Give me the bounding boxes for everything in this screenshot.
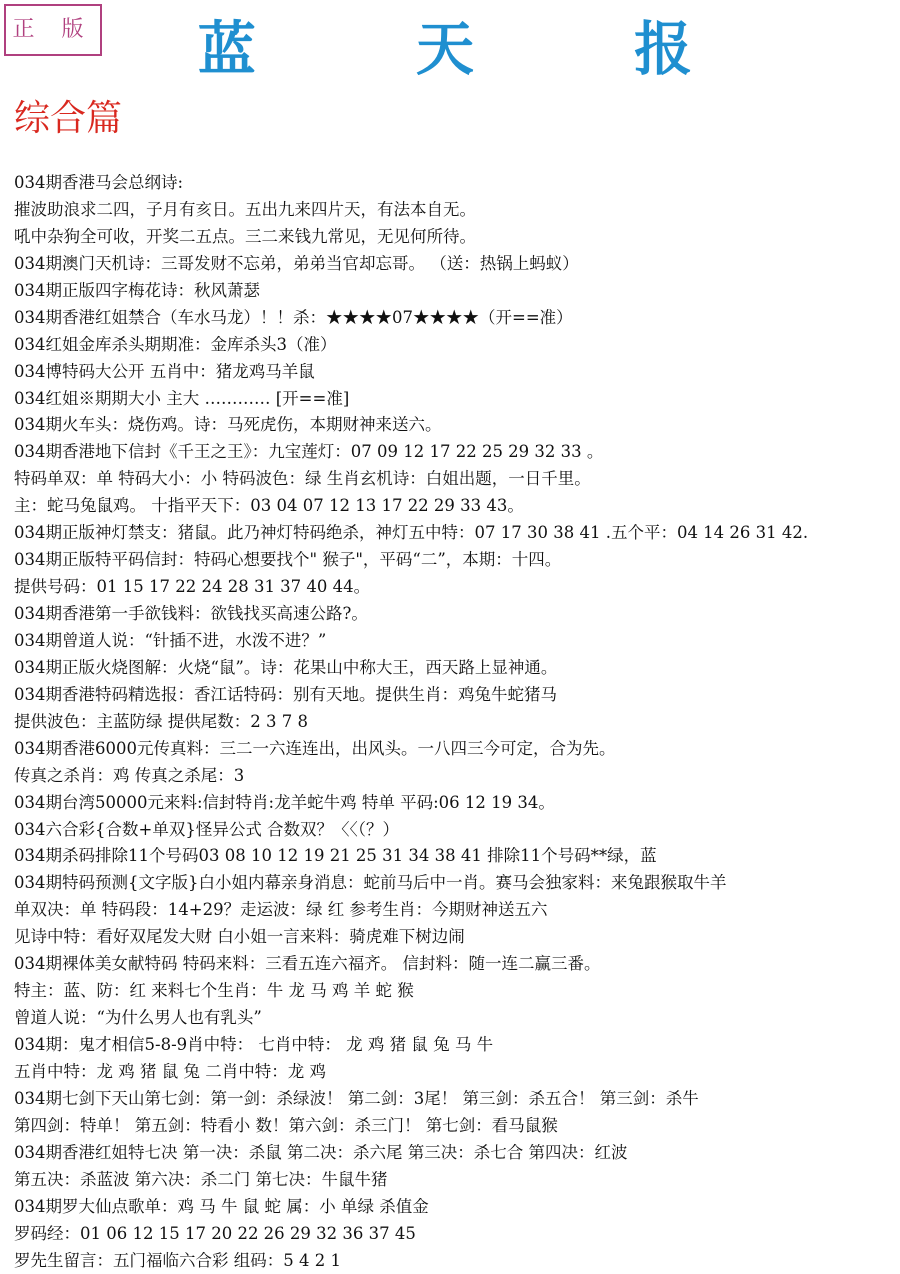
text-line: 传真之杀肖：鸡 传真之杀尾：3 [14,763,898,790]
text-line: 034期香港红姐禁合（车水马龙）！！杀：★★★★07★★★★（开==准） [14,305,898,332]
content-body [14,170,898,1274]
text-line: 034期正版火烧图解：火烧“鼠”。诗：花果山中称大王，西天路上显神通。 [14,655,898,682]
text-line: 罗先生留言：五门福临六合彩 组码：5 4 2 1 [14,1248,898,1274]
text-line: 034期：鬼才相信5-8-9肖中特： 七肖中特： 龙 鸡 猪 鼠 兔 马 牛 [14,1032,898,1059]
text-line: 见诗中特：看好双尾发大财 白小姐一言来料：骑虎难下树边闹 [14,924,898,951]
text-line: 034期正版神灯禁支：猪鼠。此乃神灯特码绝杀，神灯五中特：07 17 30 38 41 .五个平：04 14 26 31 42. [14,520,898,547]
text-line: 034期杀码排除11个号码03 08 10 12 19 21 25 31 34 38 41 排除11个号码**绿，蓝 [14,843,898,870]
text-line: 提供号码：01 15 17 22 24 28 31 37 40 44。 [14,574,898,601]
section-heading: 综合篇 [14,96,122,142]
text-line: 五肖中特：龙 鸡 猪 鼠 兔 二肖中特：龙 鸡 [14,1059,898,1086]
text-line: 吼中杂狗全可收，开奖二五点。三二来钱九常见，无见何所待。 [14,224,898,251]
newspaper-title: 蓝 天 报 [0,14,900,84]
text-line: 主：蛇马兔鼠鸡。 十指平天下：03 04 07 12 13 17 22 29 33 43。 [14,493,898,520]
text-line: 034期罗大仙点歌单：鸡 马 牛 鼠 蛇 属：小 单绿 杀值金 [14,1194,898,1221]
text-line: 034期香港第一手欲钱料：欲钱找买高速公路?。 [14,601,898,628]
text-line: 单双决：单 特码段：14+29？走运波：绿 红 参考生肖：今期财神送五六 [14,897,898,924]
text-line: 034期特码预测{文字版}白小姐内幕亲身消息：蛇前马后中一肖。赛马会独家料：来兔跟猴取牛羊 [14,870,898,897]
text-line: 034六合彩{合数+单双}怪异公式 合数双？〈〈（？） [14,817,898,844]
text-line: 曾道人说：“为什么男人也有乳头” [14,1005,898,1032]
text-line: 罗码经：01 06 12 15 17 20 22 26 29 32 36 37 45 [14,1221,898,1248]
text-line: 034期正版特平码信封：特码心想要找个" 猴子"，平码“二”，本期：十四。 [14,547,898,574]
text-line: 提供波色：主蓝防绿 提供尾数：2 3 7 8 [14,709,898,736]
text-line: 034期澳门天机诗：三哥发财不忘弟，弟弟当官却忘哥。 （送：热锅上蚂蚁） [14,251,898,278]
text-line: 摧波助浪求二四，子月有亥日。五出九来四片天，有法本自无。 [14,197,898,224]
text-line: 034期正版四字梅花诗：秋风萧瑟 [14,278,898,305]
text-line: 034博特码大公开 五肖中：猪龙鸡马羊鼠 [14,359,898,386]
edition-badge: 正 版 [4,4,102,56]
text-line: 034红姐※期期大小 主大 ………… [开==准] [14,386,898,413]
text-line: 特主：蓝、防：红 来料七个生肖：牛 龙 马 鸡 羊 蛇 猴 [14,978,898,1005]
text-line: 034期香港红姐特七决 第一决：杀鼠 第二决：杀六尾 第三决：杀七合 第四决：红波 [14,1140,898,1167]
text-line: 034红姐金库杀头期期准：金库杀头3（准） [14,332,898,359]
text-line: 第四剑：特单！ 第五剑：特看小 数！第六剑：杀三门！ 第七剑：看马鼠猴 [14,1113,898,1140]
text-line: 034期香港6000元传真料：三二一六连连出，出风头。一八四三今可定，合为先。 [14,736,898,763]
text-line: 034期香港马会总纲诗: [14,170,898,197]
text-line: 034期台湾50000元来料:信封特肖:龙羊蛇牛鸡 特单 平码:06 12 19 34。 [14,790,898,817]
text-line: 第五决：杀蓝波 第六决：杀二门 第七决：牛鼠牛猪 [14,1167,898,1194]
text-line: 特码单双：单 特码大小：小 特码波色：绿 生肖玄机诗：白姐出题，一日千里。 [14,466,898,493]
text-line: 034期火车头：烧伤鸡。诗：马死虎伤，本期财神来送六。 [14,412,898,439]
text-line: 034期香港特码精选报：香江话特码：别有天地。提供生肖：鸡兔牛蛇猪马 [14,682,898,709]
text-line: 034期香港地下信封《千王之王》：九宝莲灯：07 09 12 17 22 25 29 32 33 。 [14,439,898,466]
text-line: 034期七剑下天山第七剑：第一剑：杀绿波！ 第二剑：3尾！ 第三剑：杀五合！ 第三剑：杀牛 [14,1086,898,1113]
text-line: 034期曾道人说：“针插不进，水泼不进？” [14,628,898,655]
text-line: 034期裸体美女献特码 特码来料：三看五连六福齐。 信封料：随一连二赢三番。 [14,951,898,978]
